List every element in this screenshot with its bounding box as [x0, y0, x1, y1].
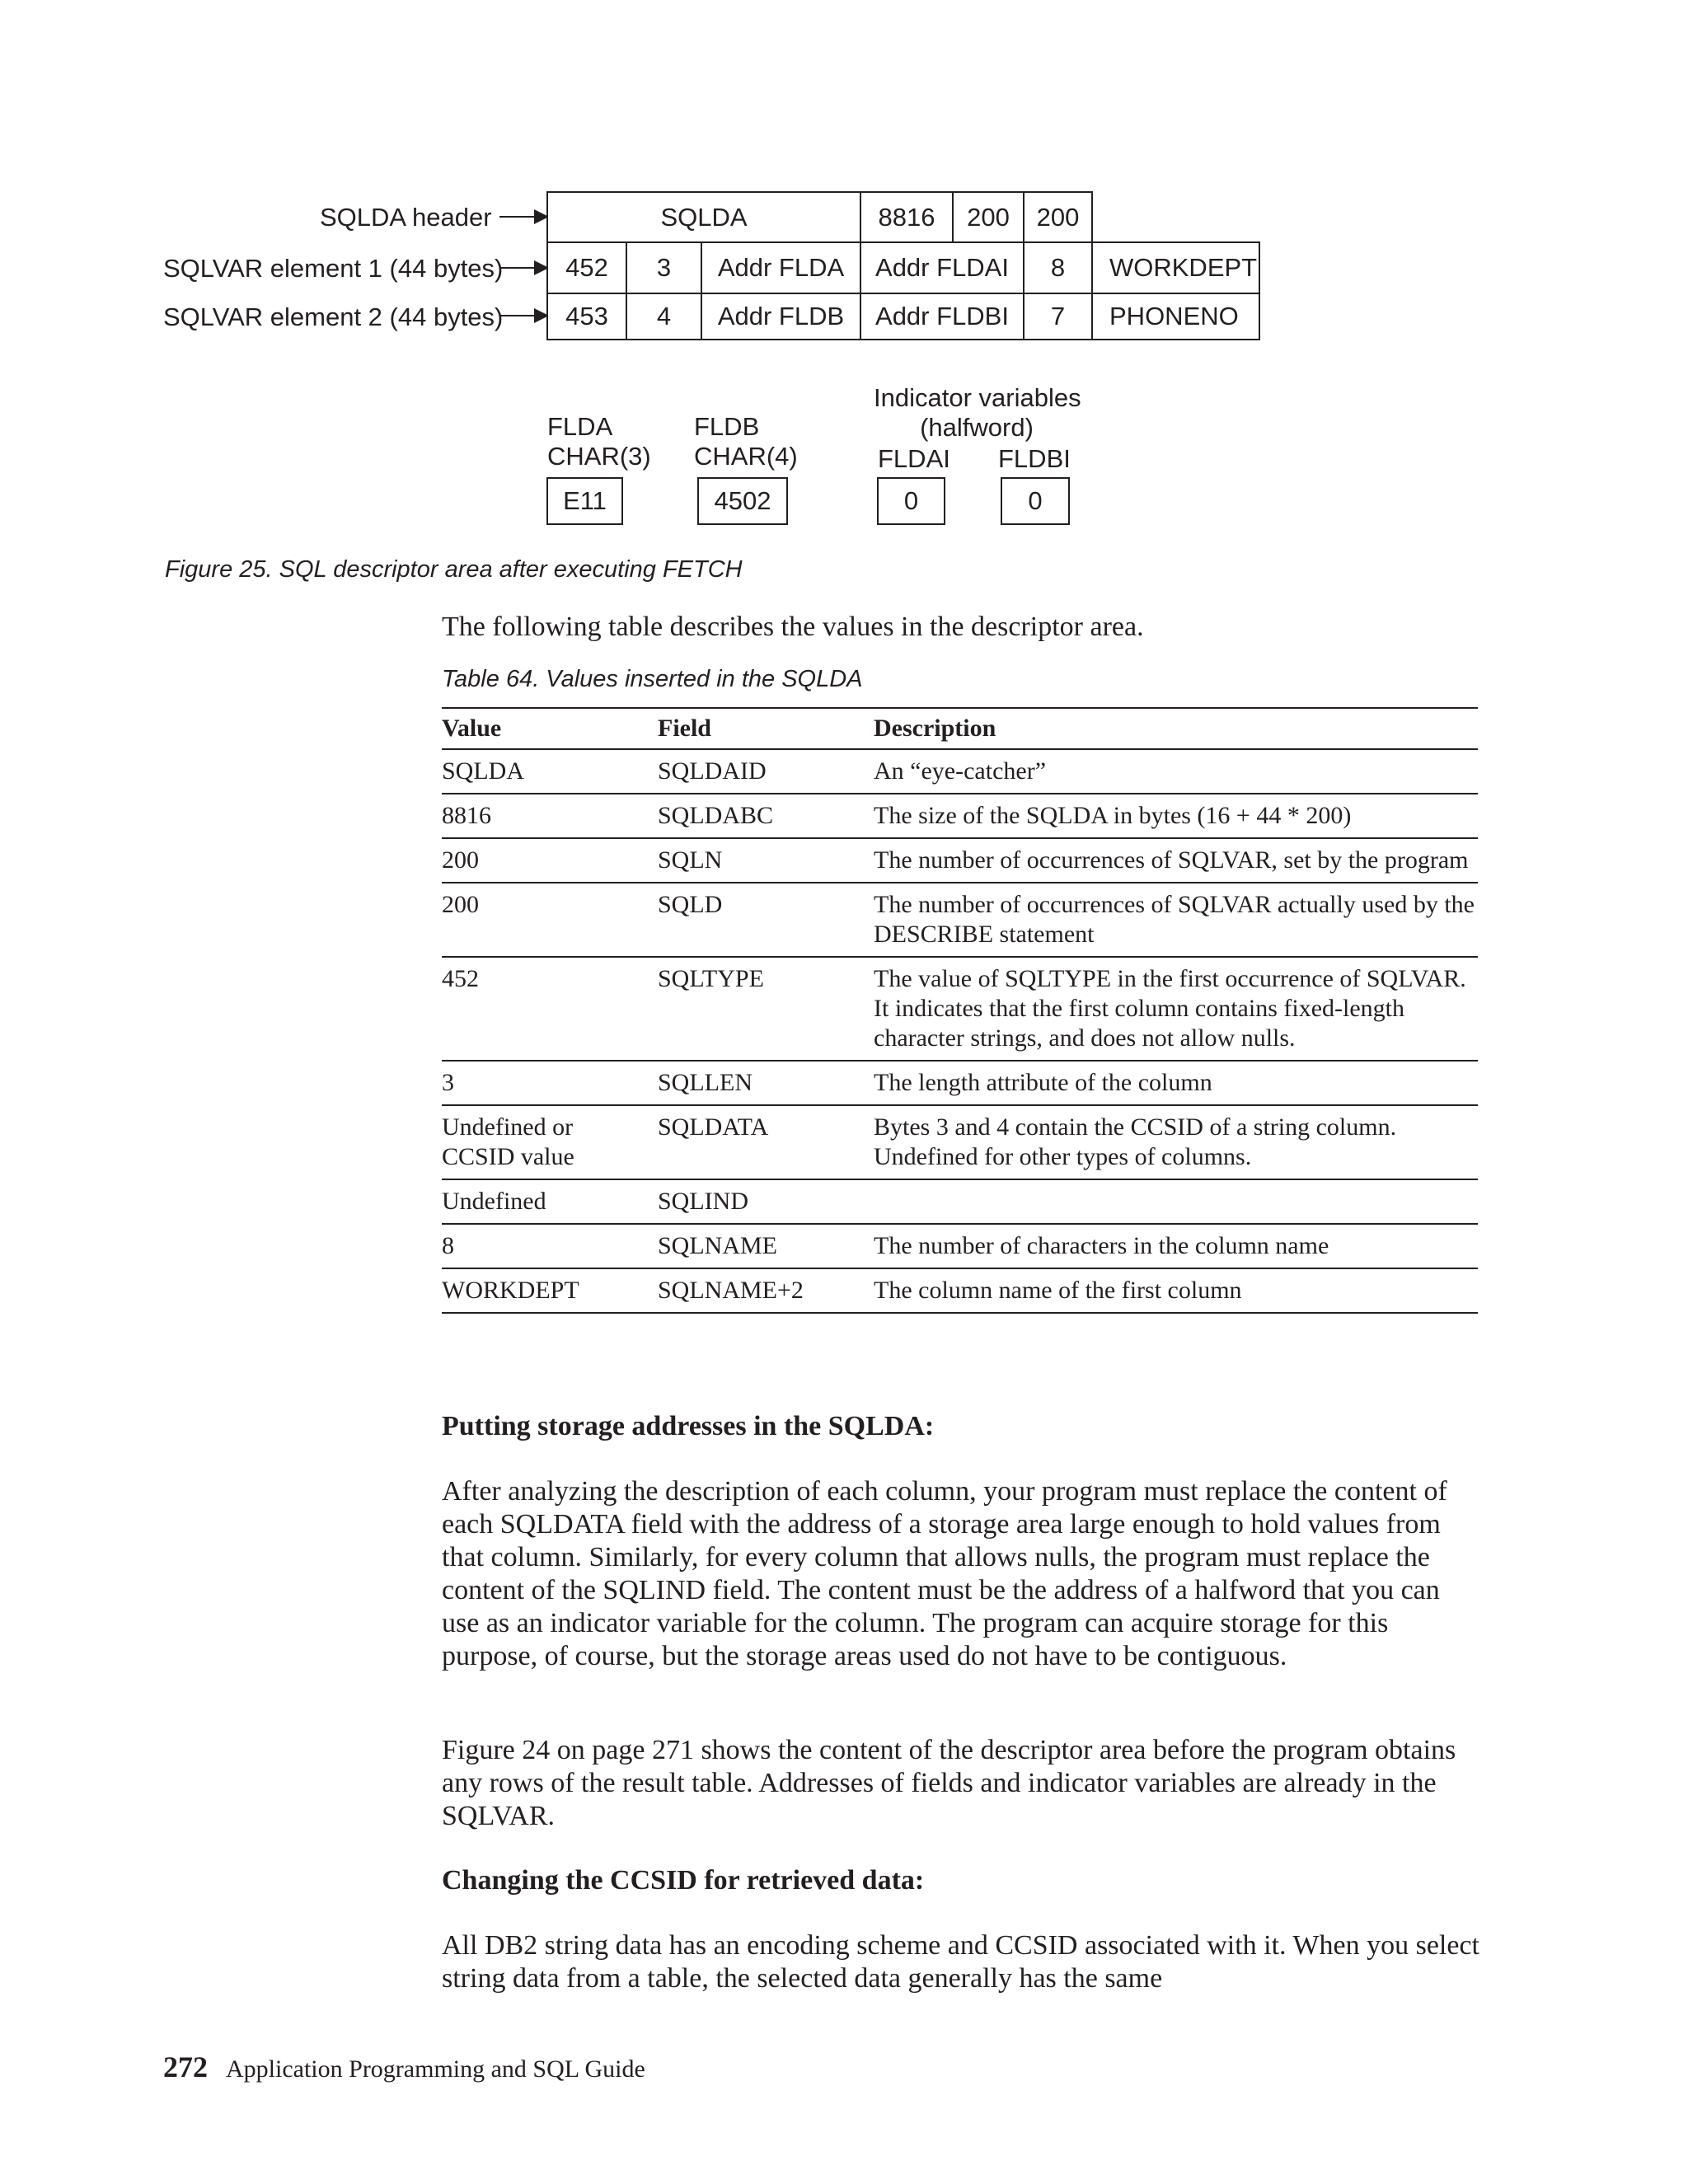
- header-description: Description: [874, 708, 1478, 749]
- cell-description: The column name of the first column: [874, 1268, 1478, 1313]
- cell-sqlname-len-1: 8: [1023, 241, 1093, 294]
- cell-description: [874, 1179, 1478, 1224]
- cell-value: 8: [442, 1224, 658, 1268]
- indicator-title-line2: (halfword): [920, 413, 1034, 442]
- cell-field: SQLNAME: [658, 1224, 874, 1268]
- page-number: 272: [163, 2050, 208, 2083]
- section-heading-storage: Putting storage addresses in the SQLDA:: [442, 1411, 935, 1441]
- fldb-name: FLDB: [694, 412, 760, 441]
- table-row: [442, 749, 1478, 794]
- cell-field: SQLIND: [658, 1179, 874, 1224]
- cell-sqllen-1: 3: [626, 241, 702, 294]
- indicator-title-line1: Indicator variables: [874, 383, 1081, 412]
- table-row: [442, 1224, 1478, 1268]
- cell-sqlind-1: Addr FLDAI: [860, 241, 1025, 294]
- table-row: [442, 1179, 1478, 1224]
- cell-sqldata-2: Addr FLDB: [701, 293, 861, 340]
- cell-field: SQLDATA: [658, 1105, 874, 1179]
- section-heading-ccsid: Changing the CCSID for retrieved data:: [442, 1865, 925, 1896]
- cell-sqldata-1: Addr FLDA: [701, 241, 861, 294]
- cell-value: 3: [442, 1061, 658, 1105]
- cell-sqlname-2: PHONENO: [1091, 293, 1260, 340]
- cell-description: The value of SQLTYPE in the first occurrence of SQLVAR. It indicates that the first column contains fixed-length character strings, and does not allow nulls.: [874, 957, 1478, 1061]
- cell-value: 8816: [442, 794, 658, 838]
- cell-field: SQLNAME+2: [658, 1268, 874, 1313]
- flda-label: [547, 412, 651, 471]
- cell-field: SQLD: [658, 883, 874, 957]
- cell-description: Bytes 3 and 4 contain the CCSID of a string column. Undefined for other types of columns.: [874, 1105, 1478, 1179]
- flda-type: CHAR(3): [547, 442, 651, 471]
- cell-field: SQLLEN: [658, 1061, 874, 1105]
- cell-value: 200: [442, 838, 658, 883]
- indicator-title: [874, 383, 1080, 443]
- intro-paragraph: The following table describes the values in the descriptor area.: [442, 612, 1144, 642]
- arrow-sqlvar1: [499, 267, 547, 269]
- arrow-sqlvar2: [499, 315, 547, 316]
- fldbi-value-box: 0: [1001, 477, 1070, 525]
- cell-sqlind-2: Addr FLDBI: [860, 293, 1025, 340]
- cell-value: 200: [442, 883, 658, 957]
- fldb-type: CHAR(4): [694, 442, 798, 471]
- cell-field: SQLDABC: [658, 794, 874, 838]
- cell-description: An “eye-catcher”: [874, 749, 1478, 794]
- cell-value: SQLDA: [442, 749, 658, 794]
- paragraph-figure-reference: Figure 24 on page 271 shows the content of the descriptor area before the program obtains any rows of the result table. Addresses of fields and indicator variables are already in the SQLVAR.: [442, 1735, 1456, 1831]
- table-row: [442, 1268, 1478, 1313]
- table-caption: Table 64. Values inserted in the SQLDA: [442, 666, 863, 692]
- cell-field: SQLN: [658, 838, 874, 883]
- cell-field: SQLDAID: [658, 749, 874, 794]
- section-paragraph-ccsid: All DB2 string data has an encoding scheme and CCSID associated with it. When you select string data from a table, the selected data generally has the same: [442, 1930, 1479, 1994]
- values-table: [442, 707, 1478, 1314]
- figure-caption: Figure 25. SQL descriptor area after executing FETCH: [165, 556, 743, 583]
- table-row: [442, 957, 1478, 1061]
- cell-sqltype-2: 453: [546, 293, 627, 340]
- cell-description: The number of occurrences of SQLVAR actually used by the DESCRIBE statement: [874, 883, 1478, 957]
- arrow-header: [499, 216, 547, 218]
- header-field: Field: [658, 708, 874, 749]
- cell-description: The size of the SQLDA in bytes (16 + 44 * 200): [874, 794, 1478, 838]
- cell-sqld: 200: [1023, 191, 1093, 243]
- table-row: [442, 1105, 1478, 1179]
- fldai-value-box: 0: [877, 477, 945, 525]
- table-row: [442, 838, 1478, 883]
- cell-description: The length attribute of the column: [874, 1061, 1478, 1105]
- book-title: Application Programming and SQL Guide: [226, 2055, 645, 2083]
- fldai-label: FLDAI: [878, 444, 950, 473]
- row-label-sqlvar2: SQLVAR element 2 (44 bytes): [163, 302, 504, 331]
- section-paragraph-storage: After analyzing the description of each column, your program must replace the content of each SQLDATA field with the address of a storage area large enough to hold values from that column. Similarly, for every column that allows nulls, the program must replace the content of the SQLIND field. The content must be the address of a halfword that you can use as an indicator variable for the column. The program can acquire storage for this purpose, of course, but the storage areas used do not have to be contiguous.: [442, 1476, 1447, 1671]
- cell-value: Undefined: [442, 1179, 658, 1224]
- cell-value: 452: [442, 957, 658, 1061]
- flda-name: FLDA: [547, 412, 613, 441]
- fldb-value-box: 4502: [697, 477, 788, 525]
- cell-sqlda: SQLDA: [546, 191, 861, 243]
- header-value: Value: [442, 708, 658, 749]
- page-footer: [163, 2050, 645, 2084]
- cell-field: SQLTYPE: [658, 957, 874, 1061]
- table-row: [442, 883, 1478, 957]
- cell-sqln: 200: [952, 191, 1025, 243]
- table-header-row: [442, 708, 1478, 749]
- fldbi-label: FLDBI: [998, 444, 1071, 473]
- fldb-label: [694, 412, 798, 471]
- cell-description: The number of characters in the column name: [874, 1224, 1478, 1268]
- row-label-sqlvar1: SQLVAR element 1 (44 bytes): [163, 254, 504, 283]
- cell-value: WORKDEPT: [442, 1268, 658, 1313]
- cell-sqldabc: 8816: [860, 191, 954, 243]
- cell-value: Undefined or CCSID value: [442, 1105, 658, 1179]
- cell-sqllen-2: 4: [626, 293, 702, 340]
- cell-description: The number of occurrences of SQLVAR, set by the program: [874, 838, 1478, 883]
- table-row: [442, 794, 1478, 838]
- cell-sqltype-1: 452: [546, 241, 627, 294]
- table-row: [442, 1061, 1478, 1105]
- flda-value-box: E11: [546, 477, 623, 525]
- cell-sqlname-len-2: 7: [1023, 293, 1093, 340]
- row-label-header: SQLDA header: [320, 203, 492, 232]
- cell-sqlname-1: WORKDEPT: [1091, 241, 1260, 294]
- sqlda-diagram: [0, 0, 1688, 626]
